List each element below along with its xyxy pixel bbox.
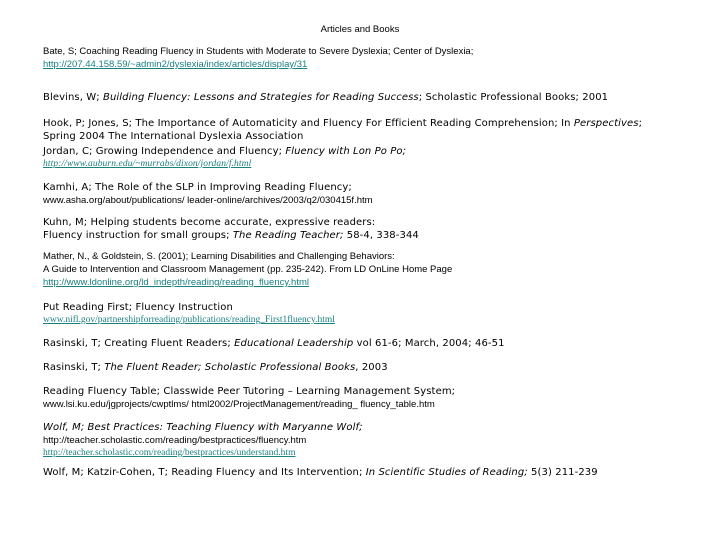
reference-text-line [43, 91, 608, 104]
reference-title: Building Fluency: Lessons and Strategies for Reading Success [103, 92, 419, 103]
reference-entry-wolf-best-practices [43, 421, 363, 459]
reference-text: Bate, S; Coaching Reading Fluency in Students with Moderate to Severe Dyslexia; Center of Dyslexia; [43, 46, 474, 57]
reference-text-line [43, 361, 388, 374]
reference-journal: Perspectives [573, 118, 639, 129]
reference-entry-hook [43, 117, 642, 143]
reference-text: Rasinski, T; [43, 362, 105, 373]
reference-journal: In Scientific Studies of Reading; [365, 467, 528, 478]
reference-journal: Educational Leadership [234, 338, 354, 349]
page-title: Articles and Books [320, 24, 400, 35]
reference-text: Jordan, C; Growing Independence and Fluency; [43, 146, 286, 157]
reference-title: The Fluent Reader; Scholastic Professional Books [104, 362, 356, 373]
reference-text: Reading Fluency Table; Classwide Peer Tutoring – Learning Management System; [43, 386, 456, 397]
reference-text: A Guide to Intervention and Classroom Management (pp. 235-242). From LD OnLine Home Page [43, 264, 453, 275]
reference-title: Wolf, M; Best Practices: Teaching Fluency with Maryanne Wolf; [43, 422, 363, 433]
reference-text: vol 61-6; March, 2004; 46-51 [353, 338, 505, 349]
reference-entry-bate [43, 45, 473, 71]
reference-text: Kuhn, M; Helping students become accurate, expressive readers: [43, 217, 376, 228]
reference-text: ; [638, 118, 643, 129]
reference-text: Mather, N., & Goldstein, S. (2001); Learning Disabilities and Challenging Behaviors: [43, 251, 395, 262]
reference-text: 5(3) 211-239 [527, 467, 598, 478]
reference-text-line [43, 145, 406, 158]
reference-author: Blevins, W; [43, 92, 104, 103]
reference-text-line [43, 117, 642, 130]
reference-text: Put Reading First; Fluency Instruction [43, 302, 233, 313]
reference-text: Spring 2004 The International Dyslexia Association [43, 131, 304, 142]
reference-text: 58-4, 338-344 [343, 230, 419, 241]
reference-text: Fluency instruction for small groups; [43, 230, 233, 241]
reference-text-line [43, 337, 505, 350]
reference-text-line [43, 229, 419, 242]
reference-entry-jordan [43, 145, 406, 170]
reference-entry-rasinski-fluent-reader [43, 361, 388, 374]
reference-url: www.asha.org/about/publications/ leader-online/archives/2003/q2/030415f.htm [43, 195, 373, 206]
reference-entry-reading-fluency-table [43, 385, 455, 411]
reference-link[interactable]: http://www.auburn.edu/~murrabs/dixon/jordan/f.html [43, 159, 252, 169]
reference-text: Wolf, M; Katzir-Cohen, T; Reading Fluency and Its Intervention; [43, 467, 366, 478]
reference-entry-put-reading-first [43, 301, 335, 326]
reference-entry-kamhi [43, 181, 373, 207]
reference-text: Kamhi, A; The Role of the SLP in Improving Reading Fluency; [43, 182, 352, 193]
reference-text: Rasinski, T; Creating Fluent Readers; [43, 338, 235, 349]
reference-entry-blevins [43, 91, 608, 104]
reference-url: http://teacher.scholastic.com/reading/bestpractices/fluency.htm [43, 435, 307, 446]
reference-link[interactable]: http://www.ldonline.org/ld_indepth/reading/reading_fluency.html [43, 277, 309, 288]
reference-link[interactable]: http://teacher.scholastic.com/reading/bestpractices/understand.htm [43, 448, 296, 458]
reference-publisher: ; Scholastic Professional Books; 2001 [418, 92, 609, 103]
reference-entry-rasinski-creating [43, 337, 505, 350]
reference-entry-kuhn [43, 216, 419, 242]
reference-url: www.lsi.ku.edu/jgprojects/cwptlms/ html2002/ProjectManagement/reading_ fluency_table.htm [43, 399, 435, 410]
reference-entry-wolf-katzir-cohen [43, 466, 598, 479]
reference-journal: The Reading Teacher; [232, 230, 344, 241]
reference-title: Fluency with Lon Po Po; [285, 146, 407, 157]
reference-text-line [43, 466, 598, 479]
reference-link[interactable]: www.nifl.gov/partnershipforreading/publications/reading_First1fluency.html [43, 315, 335, 325]
reference-text: Hook, P; Jones, S; The Importance of Automaticity and Fluency For Efficient Reading Comprehension; In [43, 118, 574, 129]
reference-link[interactable]: http://207.44.158.59/~admin2/dyslexia/index/articles/display/31 [43, 59, 308, 70]
reference-text: , 2003 [355, 362, 388, 373]
reference-entry-mather [43, 250, 452, 289]
